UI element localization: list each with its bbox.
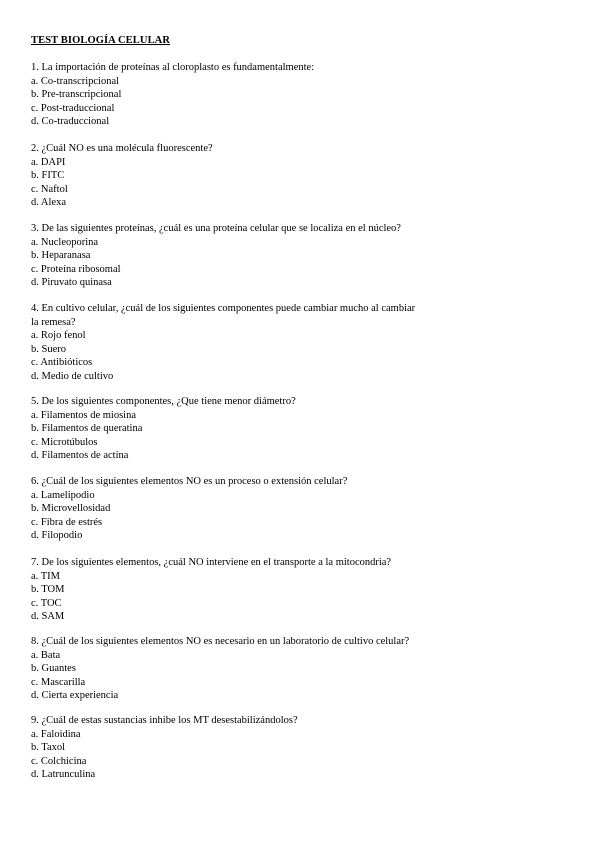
- option-b: b. TOM: [31, 584, 65, 595]
- option-a: a. Rojo fenol: [31, 330, 86, 341]
- option-b: b. Taxol: [31, 742, 66, 753]
- option-d: d. Cierta experiencia: [31, 690, 119, 701]
- option-d: d. Filamentos de actina: [31, 450, 129, 461]
- option-c: c. Microtúbulos: [31, 436, 98, 448]
- question-text: 2. ¿Cuál NO es una molécula fluorescente?: [31, 143, 213, 154]
- option-d: d. Filopodio: [31, 530, 83, 541]
- question-2: [31, 142, 431, 210]
- document-title: TEST BIOLOGÍA CELULAR: [31, 35, 171, 46]
- option-a: a. DAPI: [31, 156, 66, 168]
- question-text: 7. De los siguientes elementos, ¿cuál NO interviene en el transporte a la mitocondria?: [31, 557, 392, 568]
- question-5: [31, 395, 431, 463]
- option-c: c. Proteína ribosomal: [31, 263, 121, 275]
- question-6: [31, 475, 431, 543]
- option-c: c. Colchicina: [31, 755, 87, 767]
- option-c: c. Naftol: [31, 183, 68, 195]
- question-8: [31, 635, 431, 703]
- option-c: c. Mascarilla: [31, 676, 86, 688]
- option-b: b. Heparanasa: [31, 250, 91, 261]
- question-7: [31, 556, 431, 624]
- question-1: [31, 61, 431, 129]
- option-c: c. Antibióticos: [31, 357, 93, 368]
- option-b: b. FITC: [31, 170, 65, 181]
- option-a: a. Nucleoporina: [31, 236, 99, 248]
- question-4: [31, 302, 431, 383]
- option-c: c. Post-traduccional: [31, 102, 115, 114]
- option-b: b. Guantes: [31, 663, 76, 674]
- question-text: 4. En cultivo celular, ¿cuál de los siguientes componentes puede cambiar mucho al cambiar la remesa?: [31, 303, 416, 328]
- option-b: b. Pre-transcripcional: [31, 89, 122, 100]
- question-text: 6. ¿Cuál de los siguientes elementos NO es un proceso o extensión celular?: [31, 476, 348, 487]
- option-d: d. Alexa: [31, 197, 66, 208]
- option-a: a. Filamentos de miosina: [31, 409, 136, 421]
- option-d: d. Latrunculina: [31, 769, 96, 780]
- option-c: c. Fibra de estrés: [31, 516, 103, 528]
- option-b: b. Microvellosidad: [31, 503, 111, 514]
- question-3: [31, 222, 431, 290]
- option-d: d. Medio de cultivo: [31, 370, 114, 382]
- question-text: 8. ¿Cuál de los siguientes elementos NO es necesario en un laboratorio de cultivo celular?: [31, 636, 410, 647]
- question-text: 5. De los siguientes componentes, ¿Que tiene menor diámetro?: [31, 396, 296, 407]
- option-a: a. TIM: [31, 570, 60, 582]
- option-b: b. Filamentos de queratina: [31, 423, 143, 434]
- option-a: a. Bata: [31, 649, 61, 661]
- option-a: a. Co-transcripcional: [31, 75, 120, 87]
- question-text: 1. La importación de proteínas al cloroplasto es fundamentalmente:: [31, 62, 315, 73]
- question-text: 9. ¿Cuál de estas sustancias inhibe los MT desestabilizándolos?: [31, 715, 298, 726]
- option-b: b. Suero: [31, 343, 66, 355]
- option-d: d. Co-traduccional: [31, 116, 110, 127]
- option-d: d. Piruvato quinasa: [31, 277, 112, 288]
- question-text: 3. De las siguientes proteínas, ¿cuál es una proteína celular que se localiza en el núcleo?: [31, 223, 401, 234]
- question-9: [31, 714, 431, 782]
- option-c: c. TOC: [31, 597, 62, 609]
- option-d: d. SAM: [31, 611, 65, 622]
- option-a: a. Lamelipodio: [31, 489, 95, 501]
- option-a: a. Faloidina: [31, 728, 81, 740]
